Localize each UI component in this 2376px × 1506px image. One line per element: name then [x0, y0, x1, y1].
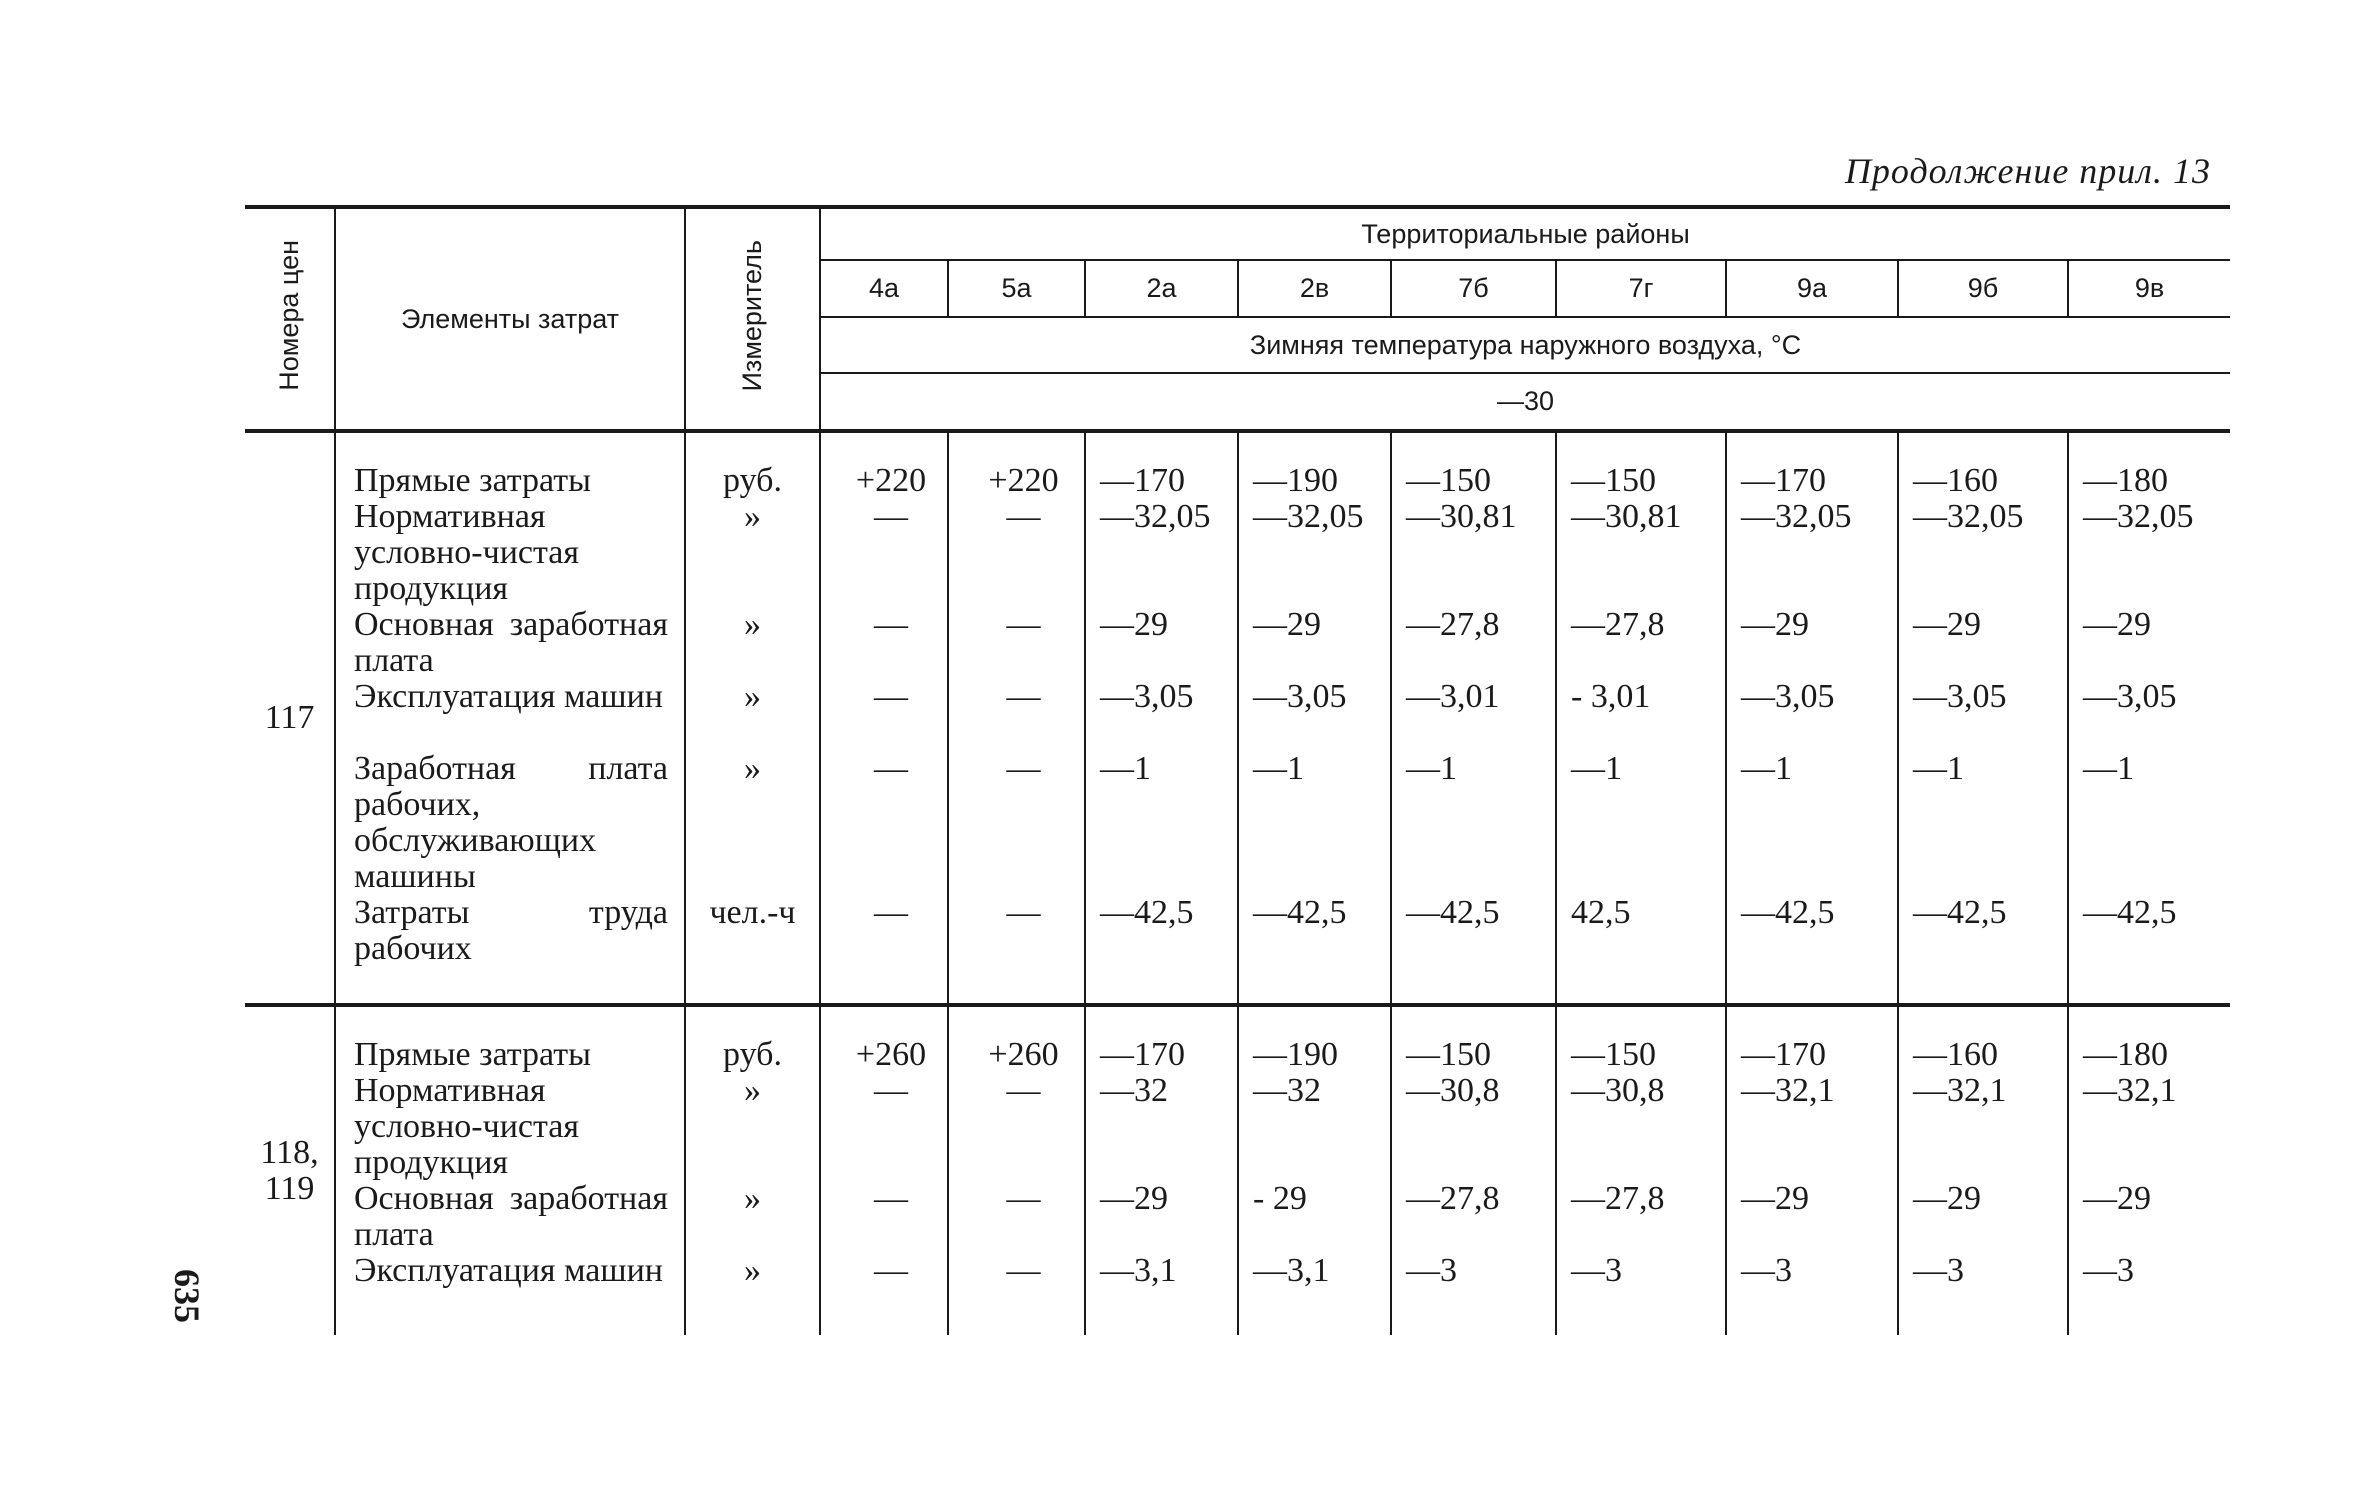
cost-value: —30,81 [1406, 498, 1517, 535]
cost-value: — [1006, 894, 1041, 931]
cost-value: — [1006, 1180, 1041, 1217]
value-column-cell [1085, 431, 1238, 1005]
district-header: 7б [1391, 260, 1556, 317]
cost-value: —42,5 [1253, 894, 1347, 931]
value-column-cell [1085, 1005, 1238, 1335]
cost-value: —29 [2083, 1180, 2151, 1217]
unit-label: чел.-ч [709, 894, 796, 931]
cost-value: —3 [1741, 1252, 1792, 1289]
cost-element-label: Эксплуатация машин [354, 1252, 663, 1289]
cost-value: —3,05 [1913, 678, 2007, 715]
district-header: 9а [1726, 260, 1898, 317]
district-header: 9б [1898, 260, 2068, 317]
value-column-cell [1391, 1005, 1556, 1335]
district-header: 2а [1085, 260, 1238, 317]
cost-value: —32,05 [1913, 498, 2024, 535]
unit-label: » [744, 750, 761, 787]
unit-label: » [744, 1252, 761, 1289]
table-group [245, 1005, 2230, 1335]
unit-cell [685, 431, 820, 1005]
cost-value: —27,8 [1571, 1180, 1665, 1217]
unit-label: руб. [723, 462, 782, 499]
cost-value: 42,5 [1571, 894, 1631, 931]
cost-value: —1 [2083, 750, 2134, 787]
unit-label: » [744, 606, 761, 643]
cost-value: —29 [1741, 606, 1809, 643]
cost-element-label: Нормативная условно-чистая продукция [354, 498, 580, 607]
cost-value: —32,05 [1100, 498, 1211, 535]
cost-value: —32,1 [1913, 1072, 2007, 1109]
cost-value: —32,05 [1741, 498, 1852, 535]
cost-value: —42,5 [1741, 894, 1835, 931]
cost-value: —29 [2083, 606, 2151, 643]
value-column-cell [1556, 431, 1726, 1005]
district-header: 9в [2068, 260, 2230, 317]
cost-value: —30,8 [1406, 1072, 1500, 1109]
value-column-cell [1238, 1005, 1391, 1335]
cost-value: — [874, 498, 908, 535]
cost-value: —27,8 [1406, 1180, 1500, 1217]
cost-value: —29 [1100, 1180, 1168, 1217]
cost-value: —150 [1571, 462, 1656, 499]
cost-element-label: Эксплуатация машин [354, 678, 663, 715]
value-column-cell [1726, 1005, 1898, 1335]
cost-value: —42,5 [1913, 894, 2007, 931]
price-number: 118, 119 [245, 1005, 335, 1335]
temperature-label: Зимняя температура наружного воздуха, °C [820, 317, 2230, 374]
cost-value: —3,05 [1253, 678, 1347, 715]
value-column-cell [1898, 1005, 2068, 1335]
cost-value: —32 [1100, 1072, 1168, 1109]
cost-value: —3,1 [1253, 1252, 1330, 1289]
cost-value: —42,5 [1406, 894, 1500, 931]
col-elements-header: Элементы затрат [335, 207, 685, 431]
value-column-cell [820, 431, 948, 1005]
cost-value: - 29 [1253, 1180, 1307, 1217]
unit-label: » [744, 1180, 761, 1217]
territorial-districts-header: Территориальные районы [820, 207, 2230, 260]
cost-value: —3,05 [1741, 678, 1835, 715]
cost-value: —32 [1253, 1072, 1321, 1109]
cost-value: — [874, 1252, 908, 1289]
cost-value: —42,5 [1100, 894, 1194, 931]
cost-element-label: Прямые затраты [354, 1036, 591, 1073]
district-header: 4а [820, 260, 948, 317]
district-header: 2в [1238, 260, 1391, 317]
cost-value: —150 [1406, 462, 1491, 499]
cost-value: —1 [1253, 750, 1304, 787]
cost-value: +220 [855, 462, 927, 499]
cost-value: — [1006, 750, 1041, 787]
unit-label: » [744, 1072, 761, 1109]
cost-value: — [874, 1072, 908, 1109]
cost-value: —29 [1913, 1180, 1981, 1217]
cost-value: —1 [1913, 750, 1964, 787]
cost-value: —1 [1100, 750, 1151, 787]
cost-value: —180 [2083, 462, 2168, 499]
cost-value: —3,01 [1406, 678, 1500, 715]
cost-value: —3 [1406, 1252, 1457, 1289]
cost-value: —190 [1253, 462, 1338, 499]
value-column-cell [1726, 431, 1898, 1005]
value-column-cell [948, 1005, 1085, 1335]
col-unit-header: Измеритель [685, 207, 820, 431]
table-group [245, 431, 2230, 1005]
cost-element-label: Основная заработная плата [354, 606, 668, 679]
cost-element-label: Прямые затраты [354, 462, 591, 499]
cost-value: —3 [1571, 1252, 1622, 1289]
value-column-cell [1556, 1005, 1726, 1335]
cost-value: — [1006, 1252, 1041, 1289]
cost-value: —160 [1913, 1036, 1998, 1073]
cost-value: —1 [1571, 750, 1622, 787]
value-column-cell [2068, 1005, 2230, 1335]
cost-value: —170 [1741, 1036, 1826, 1073]
value-column-cell [1898, 431, 2068, 1005]
cost-value: —29 [1253, 606, 1321, 643]
cost-value: —29 [1741, 1180, 1809, 1217]
value-column-cell [1238, 431, 1391, 1005]
cost-table [245, 205, 2230, 1335]
value-column-cell [1391, 431, 1556, 1005]
unit-label: руб. [723, 1036, 782, 1073]
cost-value: —1 [1741, 750, 1792, 787]
cost-value: —170 [1100, 1036, 1185, 1073]
unit-label: » [744, 678, 761, 715]
cost-value: - 3,01 [1571, 678, 1651, 715]
unit-label: » [744, 498, 761, 535]
cost-value: — [1006, 678, 1041, 715]
cost-value: +260 [988, 1036, 1059, 1073]
cost-value: —190 [1253, 1036, 1338, 1073]
cost-element-label: Затраты труда рабочих [354, 894, 668, 967]
cost-value: —3,1 [1100, 1252, 1177, 1289]
cost-value: — [874, 1180, 908, 1217]
cost-value: —29 [1100, 606, 1168, 643]
value-column-cell [948, 431, 1085, 1005]
cost-value: —170 [1741, 462, 1826, 499]
value-column-cell [2068, 431, 2230, 1005]
cost-value: —42,5 [2083, 894, 2177, 931]
cost-value: —30,8 [1571, 1072, 1665, 1109]
cost-value: — [874, 894, 908, 931]
cost-value: —3,05 [1100, 678, 1194, 715]
cost-value: —150 [1406, 1036, 1491, 1073]
cost-value: —1 [1406, 750, 1457, 787]
cost-value: — [1006, 1072, 1041, 1109]
cost-value: —32,05 [1253, 498, 1364, 535]
cost-value: — [1006, 606, 1041, 643]
page-number: 635 [167, 1269, 207, 1323]
cost-value: — [874, 678, 908, 715]
elements-cell [335, 431, 685, 1005]
cost-element-label: Нормативная условно-чистая продукция [354, 1072, 580, 1181]
cost-value: —3 [2083, 1252, 2134, 1289]
district-header: 5а [948, 260, 1085, 317]
price-number: 117 [245, 431, 335, 1005]
cost-value: —160 [1913, 462, 1998, 499]
cost-value: —32,05 [2083, 498, 2194, 535]
unit-cell [685, 1005, 820, 1335]
temperature-value: —30 [820, 373, 2230, 431]
value-column-cell [820, 1005, 948, 1335]
cost-value: —32,1 [2083, 1072, 2177, 1109]
elements-cell [335, 1005, 685, 1335]
cost-value: —3,05 [2083, 678, 2177, 715]
cost-value: —27,8 [1571, 606, 1665, 643]
cost-value: —30,81 [1571, 498, 1682, 535]
cost-value: — [1006, 498, 1041, 535]
cost-value: — [874, 750, 908, 787]
cost-value: —3 [1913, 1252, 1964, 1289]
cost-value: — [874, 606, 908, 643]
cost-value: —170 [1100, 462, 1185, 499]
cost-value: —27,8 [1406, 606, 1500, 643]
cost-element-label: Основная заработная плата [354, 1180, 668, 1253]
cost-value: —180 [2083, 1036, 2168, 1073]
cost-value: +260 [855, 1036, 927, 1073]
cost-value: +220 [988, 462, 1059, 499]
district-header: 7г [1556, 260, 1726, 317]
cost-value: —150 [1571, 1036, 1656, 1073]
col-number-header: Номера цен [245, 207, 335, 431]
cost-element-label: Заработная плата рабочих, обслуживающих машины [354, 750, 668, 895]
cost-value: —32,1 [1741, 1072, 1835, 1109]
cost-value: —29 [1913, 606, 1981, 643]
continuation-title: Продолжение прил. 13 [1844, 151, 2211, 191]
